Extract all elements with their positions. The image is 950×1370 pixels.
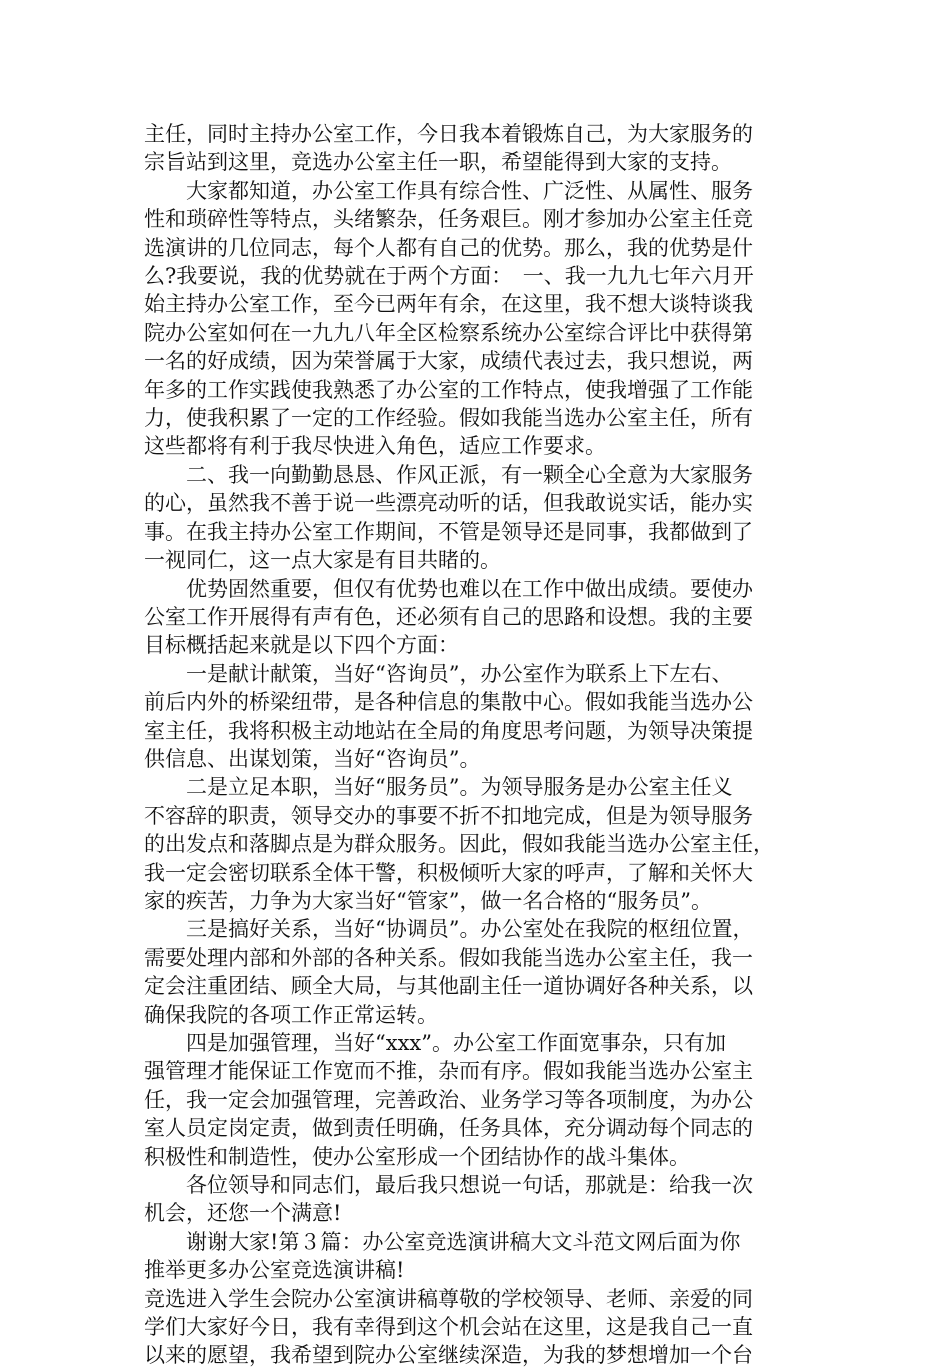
- document-text-line: 不容辞的职责，领导交办的事要不折不扣地完成，但是为领导服务: [144, 803, 753, 828]
- document-text-line: 事。在我主持办公室工作期间，不管是领导还是同事，我都做到了: [144, 519, 753, 544]
- document-text-line: 以来的愿望，我希望到院办公室继续深造，为我的梦想增加一个台: [144, 1343, 753, 1368]
- document-text-line: 前后内外的桥梁纽带，是各种信息的集散中心。假如我能当选办公: [144, 690, 753, 715]
- document-text-line: 选演讲的几位同志，每个人都有自己的优势。那么，我的优势是什: [144, 235, 753, 260]
- document-text-line: 机会，还您一个满意!: [144, 1201, 342, 1226]
- document-text-line: 一名的好成绩，因为荣誉属于大家，成绩代表过去，我只想说，两: [144, 349, 753, 374]
- document-text-line: 竞选进入学生会院办公室演讲稿尊敬的学校领导、老师、亲爱的同: [144, 1286, 753, 1311]
- document-text-line: 始主持办公室工作，至今已两年有余，在这里，我不想大谈特谈我: [144, 292, 753, 317]
- document-text-line: 么?我要说，我的优势就在于两个方面： 一、我一九九七年六月开: [144, 264, 754, 289]
- document-text-line: 力，使我积累了一定的工作经验。假如我能当选办公室主任，所有: [144, 406, 753, 431]
- document-text-line: 院办公室如何在一九九八年全区检察系统办公室综合评比中获得第: [144, 320, 753, 345]
- document-text-line: 各位领导和同志们，最后我只想说一句话，那就是：给我一次: [144, 1173, 753, 1198]
- document-text-line: 这些都将有利于我尽快进入角色，适应工作要求。: [144, 434, 606, 459]
- document-text-line: 强管理才能保证工作宽而不推，杂而有序。假如我能当选办公室主: [144, 1059, 753, 1084]
- document-text-line: 室人员定岗定责，做到责任明确，任务具体，充分调动每个同志的: [144, 1116, 753, 1141]
- document-text-line: 优势固然重要，但仅有优势也难以在工作中做出成绩。要使办: [144, 576, 753, 601]
- document-text-line: 主任，同时主持办公室工作，今日我本着锻炼自己，为大家服务的: [144, 122, 753, 146]
- document-text-line: 确保我院的各项工作正常运转。: [144, 1002, 438, 1027]
- document-text-line: 需要处理内部和外部的各种关系。假如我能当选办公室主任，我一: [144, 945, 753, 970]
- document-text-line: 大家都知道，办公室工作具有综合性、广泛性、从属性、服务: [144, 178, 753, 203]
- document-text-line: 推举更多办公室竞选演讲稿!: [144, 1258, 405, 1283]
- document-text-line: 性和琐碎性等特点，头绪繁杂，任务艰巨。刚才参加办公室主任竞: [144, 207, 753, 232]
- document-text-line: 目标概括起来就是以下四个方面：: [144, 633, 459, 658]
- document-text-line: 谢谢大家!第３篇：办公室竞选演讲稿大文斗范文网后面为你: [144, 1229, 741, 1254]
- document-text-line: 公室工作开展得有声有色，还必须有自己的思路和设想。我的主要: [144, 604, 753, 629]
- document-text-line: 积极性和制造性，使办公室形成一个团结协作的战斗集体。: [144, 1144, 690, 1169]
- document-text-line: 定会注重团结、顾全大局，与其他副主任一道协调好各种关系，以: [144, 974, 753, 999]
- document-text-line: 供信息、出谋划策，当好“咨询员”。: [144, 746, 481, 771]
- document-text-line: 的心，虽然我不善于说一些漂亮动听的话，但我敢说实话，能办实: [144, 491, 753, 516]
- document-body: [144, 120, 814, 1370]
- document-text-line: 任，我一定会加强管理，完善政治、业务学习等各项制度，为办公: [144, 1087, 753, 1112]
- document-text-line: 学们大家好今日，我有幸得到这个机会站在这里，这是我自己一直: [144, 1315, 753, 1340]
- document-text-line: 室主任，我将积极主动地站在全局的角度思考问题，为领导决策提: [144, 718, 753, 743]
- document-text-line: 的出发点和落脚点是为群众服务。因此，假如我能当选办公室主任，: [144, 832, 774, 857]
- document-text-line: 年多的工作实践使我熟悉了办公室的工作特点，使我增强了工作能: [144, 377, 753, 402]
- document-text-line: 宗旨站到这里，竞选办公室主任一职，希望能得到大家的支持。: [144, 150, 732, 175]
- document-text-line: 二、我一向勤勤恳恳、作风正派，有一颗全心全意为大家服务: [144, 462, 753, 487]
- document-text-line: 一视同仁，这一点大家是有目共睹的。: [144, 548, 501, 573]
- document-text-line: 二是立足本职，当好“服务员”。为领导服务是办公室主任义: [144, 775, 733, 800]
- document-text-line: 一是献计献策，当好“咨询员”，办公室作为联系上下左右、: [144, 661, 733, 686]
- document-text-line: 家的疾苦，力争为大家当好“管家”，做一名合格的“服务员”。: [144, 888, 712, 913]
- document-text-line: 我一定会密切联系全体干警，积极倾听大家的呼声，了解和关怀大: [144, 860, 753, 885]
- document-text-line: 四是加强管理，当好“xxx”。办公室工作面宽事杂，只有加: [144, 1031, 726, 1055]
- document-text-line: 三是搞好关系，当好“协调员”。办公室处在我院的枢纽位置，: [144, 917, 754, 942]
